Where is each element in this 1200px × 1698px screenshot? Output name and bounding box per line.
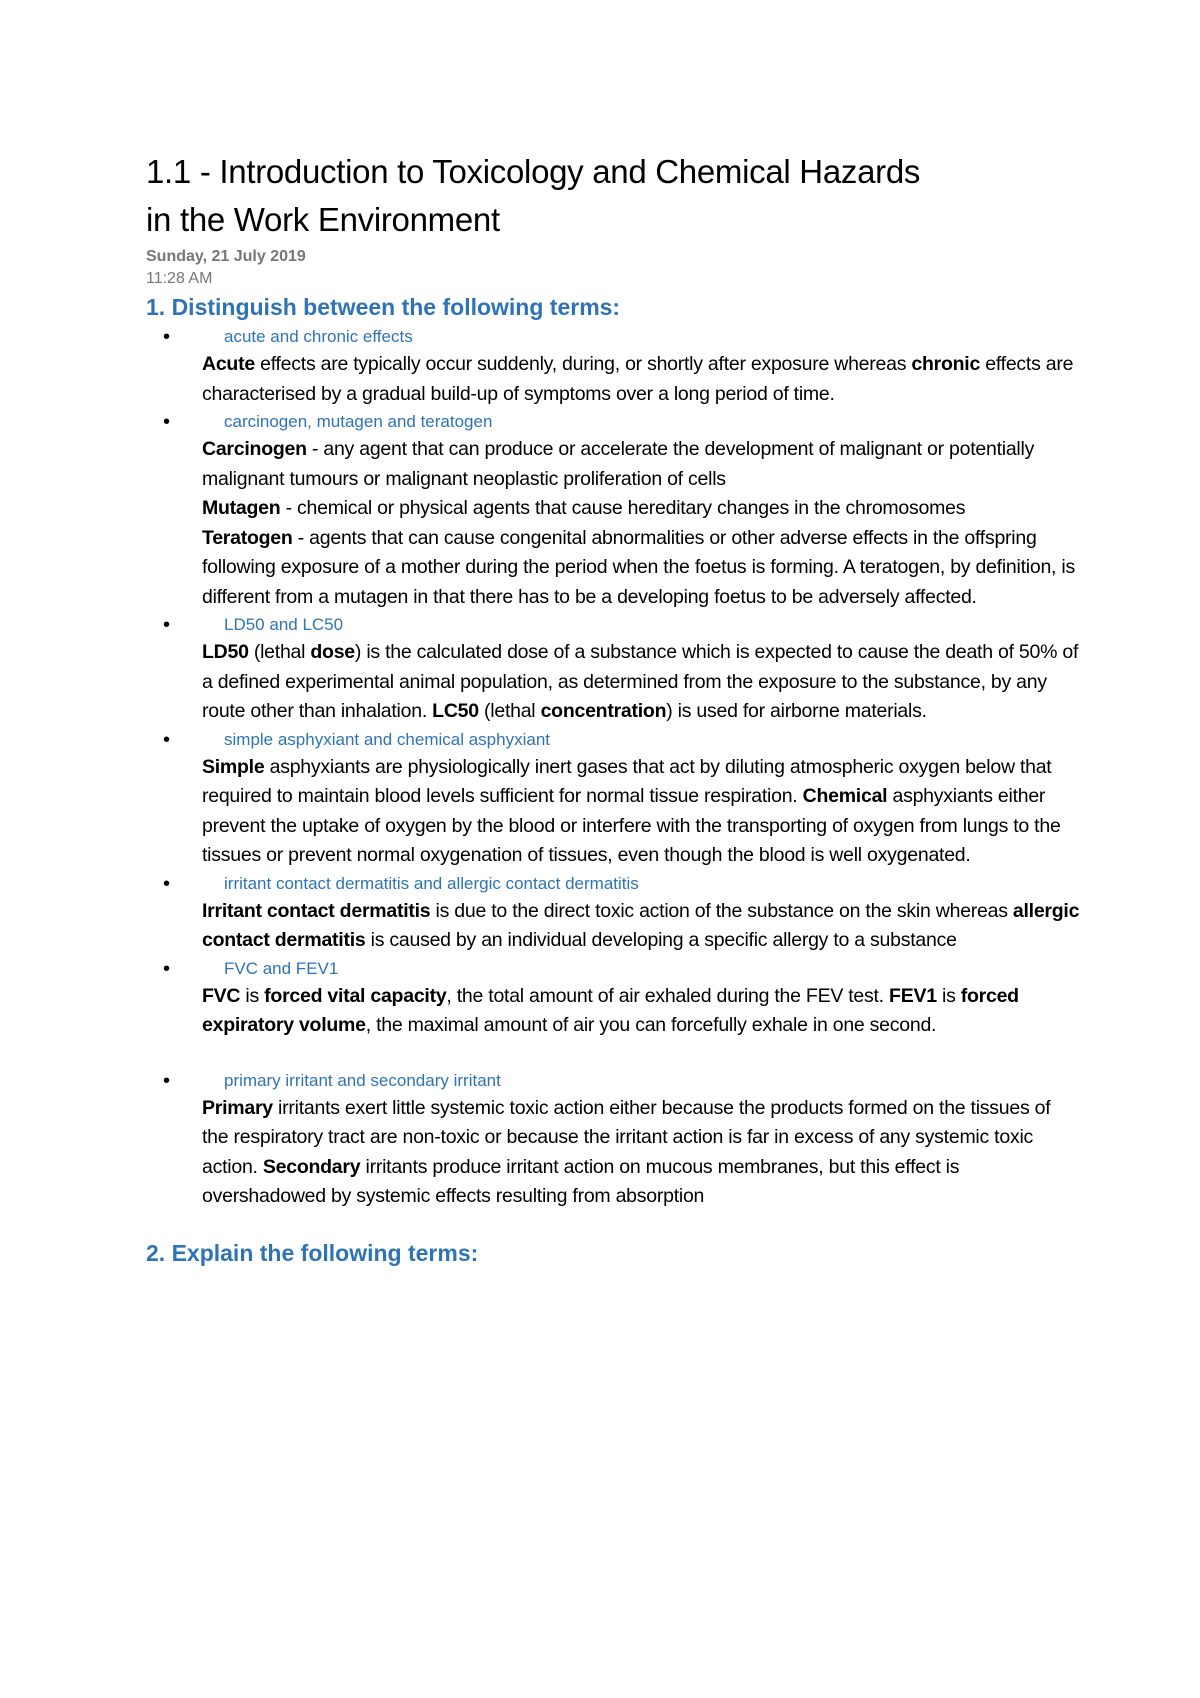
title-line-1: 1.1 - Introduction to Toxicology and Chemical Hazards bbox=[146, 153, 921, 190]
text-segment: ) is the calculated dose of a substance which is expected to cause the death of 50% of a defined experimental animal population, as determined from the exposure to the substance, by any route other than inhalation. bbox=[202, 641, 1079, 722]
term-heading: primary irritant and secondary irritant bbox=[224, 1070, 501, 1090]
bold-term: LD50 bbox=[202, 641, 249, 663]
term-heading: LD50 and LC50 bbox=[224, 615, 344, 634]
text-segment: asphyxiants are physiologically inert gases that act by diluting atmospheric oxygen below that required to maintain blood levels sufficient for normal tissue respiration. bbox=[202, 755, 1052, 807]
list-item bbox=[146, 871, 1080, 956]
bold-term: Secondary bbox=[262, 1155, 361, 1178]
page-title bbox=[146, 148, 1080, 244]
term-heading: carcinogen, mutagen and teratogen bbox=[224, 412, 493, 431]
bold-term: Irritant contact dermatitis bbox=[202, 899, 431, 922]
text-segment: ) is used for airborne materials. bbox=[666, 700, 927, 722]
text-segment: , the total amount of air exhaled during the FEV test. bbox=[446, 984, 890, 1007]
bold-term: Simple bbox=[202, 755, 265, 778]
list-item bbox=[146, 1068, 1080, 1212]
bold-term: FEV1 bbox=[889, 984, 937, 1007]
list-item bbox=[146, 727, 1080, 871]
text-segment: is bbox=[240, 984, 265, 1007]
definition-text bbox=[202, 350, 1080, 409]
bullet-icon: • bbox=[163, 326, 171, 348]
bold-term: LC50 bbox=[432, 700, 479, 722]
blank-line bbox=[146, 1041, 1080, 1068]
term-heading: simple asphyxiant and chemical asphyxiant bbox=[224, 729, 551, 749]
text-segment: , the maximal amount of air you can forcefully exhale in one second. bbox=[365, 1014, 937, 1036]
definition-text bbox=[202, 435, 1080, 494]
bullet-icon: • bbox=[163, 1069, 171, 1092]
bold-term: Acute bbox=[202, 353, 255, 375]
list-item bbox=[146, 612, 1080, 727]
text-segment: - any agent that can produce or accelerate the development of malignant or potentially malignant tumours or malignant neoplastic proliferation of cells bbox=[202, 438, 1035, 490]
bold-term: Mutagen bbox=[202, 497, 281, 519]
term-heading: acute and chronic effects bbox=[224, 327, 413, 346]
definition-text bbox=[202, 494, 1080, 524]
definition-text bbox=[202, 897, 1080, 956]
definition-text bbox=[202, 524, 1080, 613]
bold-term: chronic bbox=[911, 353, 981, 375]
bold-term: Teratogen bbox=[202, 526, 293, 549]
list-item bbox=[146, 409, 1080, 612]
definition-text bbox=[202, 638, 1080, 727]
bold-term: dose bbox=[310, 641, 355, 663]
note-date: Sunday, 21 July 2019 bbox=[146, 248, 306, 265]
title-line-2: in the Work Environment bbox=[146, 201, 500, 238]
text-segment: effects are typically occur suddenly, during, or shortly after exposure whereas bbox=[254, 353, 912, 375]
list-item bbox=[146, 956, 1080, 1041]
section-1-list bbox=[146, 324, 1080, 1212]
section-2-heading: 2. Explain the following terms: bbox=[146, 1239, 479, 1266]
bold-term: forced vital capacity bbox=[264, 984, 447, 1007]
bold-term: Carcinogen bbox=[202, 438, 307, 460]
text-segment: asphyxiants either prevent the uptake of oxygen by the blood or interfere with the transporting of oxygen from lungs to the tissues or prevent normal oxygenation of tissues, even though the blood is well oxygenated. bbox=[202, 785, 1061, 866]
bullet-icon: • bbox=[163, 872, 171, 895]
text-segment: irritants exert little systemic toxic action either because the products formed on the tissues of the respiratory tract are non-toxic or because the irritant action is far in excess of any systemic toxic action. bbox=[202, 1096, 1051, 1178]
bold-term: FVC bbox=[202, 984, 241, 1007]
bold-term: forced expiratory volume bbox=[202, 984, 1019, 1036]
text-segment: - agents that can cause congenital abnormalities or other adverse effects in the offspring following exposure of a mother during the period when the foetus is forming. A teratogen, by definition, is different from a mutagen in that there has to be a developing foetus to be adversely affected. bbox=[202, 526, 1075, 608]
text-segment: is caused by an individual developing a specific allergy to a substance bbox=[365, 929, 957, 951]
bold-term: concentration bbox=[540, 700, 667, 722]
text-segment: irritants produce irritant action on mucous membranes, but this effect is overshadowed by systemic effects resulting from absorption bbox=[202, 1155, 960, 1207]
section-1-heading: 1. Distinguish between the following terms: bbox=[146, 294, 621, 320]
text-segment: is due to the direct toxic action of the substance on the skin whereas bbox=[430, 899, 1013, 922]
note-time: 11:28 AM bbox=[146, 270, 213, 287]
bullet-icon: • bbox=[163, 957, 171, 980]
bold-term: allergic contact dermatitis bbox=[202, 899, 1080, 951]
text-segment: (lethal bbox=[248, 641, 311, 663]
list-item bbox=[146, 324, 1080, 409]
definition-text bbox=[202, 1094, 1080, 1212]
text-segment: effects are characterised by a gradual build-up of symptoms over a long period of time. bbox=[202, 353, 1074, 405]
text-segment: - chemical or physical agents that cause hereditary changes in the chromosomes bbox=[280, 497, 966, 519]
term-heading: FVC and FEV1 bbox=[224, 958, 339, 978]
bullet-icon: • bbox=[163, 614, 171, 636]
text-segment: is bbox=[936, 984, 961, 1007]
bold-term: Chemical bbox=[802, 785, 888, 807]
bullet-icon: • bbox=[163, 728, 171, 751]
term-heading: irritant contact dermatitis and allergic contact dermatitis bbox=[224, 873, 639, 893]
bullet-icon: • bbox=[163, 411, 171, 433]
text-segment: (lethal bbox=[478, 700, 541, 722]
definition-text bbox=[202, 982, 1080, 1041]
definition-text bbox=[202, 753, 1080, 871]
bold-term: Primary bbox=[202, 1096, 273, 1119]
